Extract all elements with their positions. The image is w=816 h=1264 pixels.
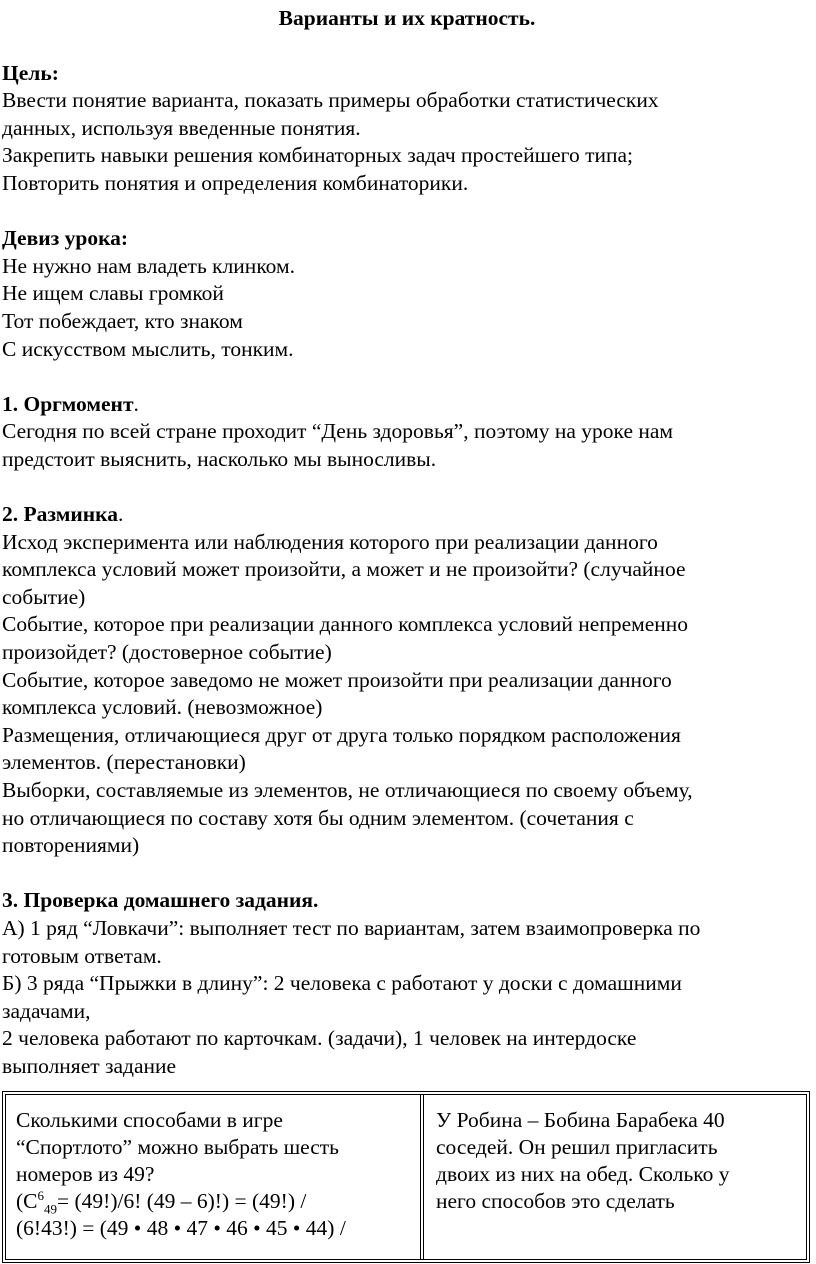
motto-line: С искусством мыслить, тонким. — [2, 336, 294, 361]
section1-line: предстоит выяснить, насколько мы выносливы. — [2, 446, 437, 471]
section1-heading-row — [2, 391, 812, 419]
task-cell-sportloto — [6, 1095, 424, 1259]
formula-line — [16, 1188, 410, 1215]
section2-line: элементов. (перестановки) — [2, 750, 246, 775]
section2-line: произойдет? (достоверное событие) — [2, 640, 332, 665]
section2-heading-row — [2, 501, 812, 529]
section2-line: Событие, которое при реализации данного комплекса условий непременно — [2, 612, 689, 637]
goal-heading: Цель: — [2, 60, 59, 85]
section2-line: Выборки, составляемые из элементов, не отличающиеся по своему объему, — [2, 778, 693, 803]
task-line: номеров из 49? — [16, 1162, 155, 1186]
task-line: него способов это сделать — [436, 1189, 675, 1213]
section2-line: Событие, которое заведомо не может произойти при реализации данного — [2, 667, 672, 692]
task-cell-robin — [424, 1095, 806, 1259]
section2-line: Размещения, отличающиеся друг от друга только порядком расположения — [2, 722, 681, 747]
goal-line: данных, используя введенные понятия. — [2, 115, 361, 140]
section2-heading: 2. Разминка — [2, 502, 118, 527]
formula-line: (6!43!) = (49 • 48 • 47 • 46 • 45 • 44) / — [16, 1216, 346, 1240]
goal-line: Ввести понятие варианта, показать примеры обработки статистических — [2, 88, 659, 113]
formula-rest: = (49!)/6! (49 – 6)!) = (49!) / — [57, 1189, 307, 1213]
goal-line: Повторить понятия и определения комбинаторики. — [2, 170, 469, 195]
section3-line: выполняет задание — [2, 1053, 177, 1078]
task-line: “Спортлото” можно выбрать шесть — [16, 1135, 339, 1159]
section1-line: Сегодня по всей стране проходит “День здоровья”, поэтому на уроке нам — [2, 419, 674, 444]
motto-line: Не ищем славы громкой — [2, 281, 224, 306]
motto-heading: Девиз урока: — [2, 226, 129, 251]
document-title: Варианты и их кратность. — [278, 6, 536, 30]
section1-heading-tail: . — [133, 391, 139, 416]
section3-heading: 3. Проверка домашнего задания. — [2, 888, 319, 913]
formula-sup: 6 — [37, 1187, 44, 1203]
task-line: Сколькими способами в игре — [16, 1108, 283, 1132]
section3-line: задачами, — [2, 998, 91, 1023]
formula-prefix: (С — [16, 1189, 38, 1213]
section3-line: А) 1 ряд “Ловкачи”: выполняет тест по вариантам, затем взаимопроверка по — [2, 916, 701, 940]
task-line: У Робина – Бобина Барабека 40 — [436, 1108, 725, 1132]
section2-line: повторениями) — [2, 833, 140, 858]
section3-line: готовым ответам. — [2, 943, 162, 968]
section2-line: комплекса условий. (невозможное) — [2, 695, 323, 720]
task-line: двоих из них на обед. Сколько у — [436, 1162, 730, 1186]
formula-sub: 49 — [44, 1201, 57, 1217]
section1-heading: 1. Оргмомент — [2, 391, 134, 416]
section2-heading-tail: . — [117, 502, 124, 527]
goal-line: Закрепить навыки решения комбинаторных задач простейшего типа; — [2, 143, 634, 168]
motto-line: Тот побеждает, кто знаком — [2, 308, 243, 333]
section3-line: Б) 3 ряда “Прыжки в длину”: 2 человека с работают у доски с домашними — [2, 971, 682, 996]
section2-line: Исход эксперимента или наблюдения которого при реализации данного — [2, 529, 658, 554]
section2-line: событие) — [2, 584, 86, 609]
task-line: соседей. Он решил пригласить — [436, 1135, 718, 1159]
section2-line: комплекса условий может произойти, а может и не произойти? (случайное — [2, 557, 686, 582]
motto-line: Не нужно нам владеть клинком. — [2, 253, 295, 278]
task-table — [2, 1091, 810, 1263]
document-page — [2, 0, 812, 1081]
section2-line: но отличающиеся по составу хотя бы одним элементом. (сочетания с — [2, 805, 634, 830]
section3-line: 2 человека работают по карточкам. (задачи), 1 человек на интердоске — [2, 1026, 637, 1051]
